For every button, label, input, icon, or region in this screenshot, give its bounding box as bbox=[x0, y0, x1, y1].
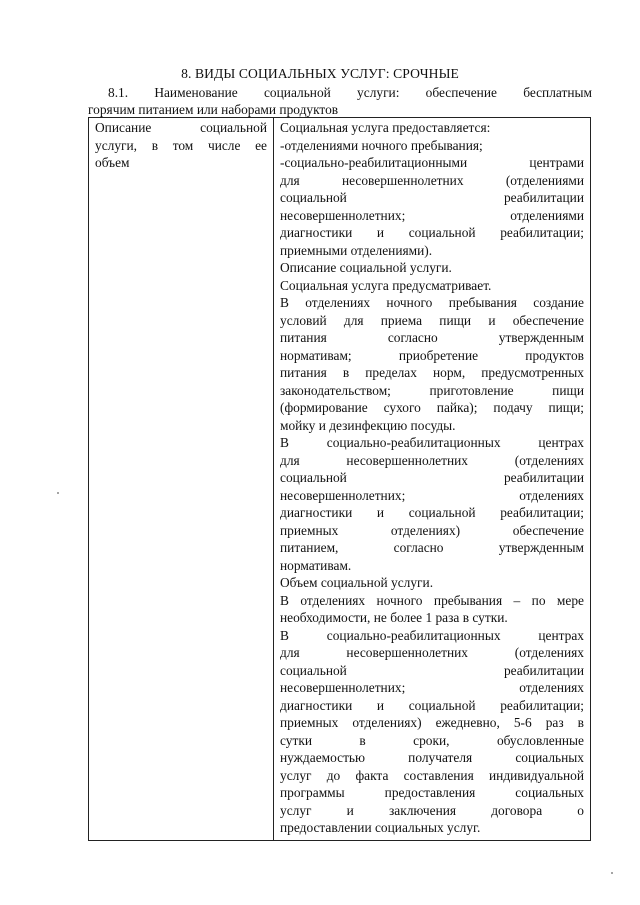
content-line: Объем социальной услуги. bbox=[280, 575, 434, 590]
section-title: 8. ВИДЫ СОЦИАЛЬНЫХ УСЛУГ: СРОЧНЫЕ bbox=[181, 66, 459, 81]
scan-speck bbox=[611, 872, 613, 874]
content-line: несовершеннолетних; отделениями bbox=[280, 207, 584, 223]
content-line: В отделениях ночного пребывания создание bbox=[280, 295, 584, 310]
scan-speck bbox=[57, 492, 59, 494]
row-label-cell bbox=[89, 118, 274, 841]
service-name-paragraph bbox=[88, 84, 592, 118]
table-row bbox=[89, 118, 591, 841]
content-line: нуждаемостью получателя социальных bbox=[280, 750, 584, 765]
content-line: программы предоставления социальных bbox=[280, 785, 584, 800]
service-name-line-2: горячим питанием или наборами продуктов bbox=[88, 102, 339, 117]
content-line: -отделениями ночного пребывания; bbox=[280, 137, 483, 153]
content-line: мойку и дезинфекцию посуды. bbox=[280, 417, 456, 433]
content-line: законодательством; приготовление пищи bbox=[280, 382, 584, 398]
content-line: сутки в сроки, обусловленные bbox=[280, 732, 584, 748]
content-line: для несовершеннолетних (отделениями bbox=[280, 172, 584, 188]
service-name-line-1: 8.1. Наименование социальной услуги: обеспечение бесплатным bbox=[108, 85, 592, 100]
content-line: Социальная услуга предоставляется: bbox=[280, 120, 491, 135]
content-line: для несовершеннолетних (отделениях bbox=[280, 452, 584, 468]
content-line: социальной реабилитации bbox=[280, 662, 584, 678]
content-line: несовершеннолетних; отделениях bbox=[280, 487, 584, 503]
content-line: приемными отделениями). bbox=[280, 242, 433, 258]
content-line: -социально-реабилитационными центрами bbox=[280, 155, 584, 170]
row-label-line: объем bbox=[95, 155, 130, 170]
content-line: диагностики и социальной реабилитации; bbox=[280, 697, 584, 713]
content-line: для несовершеннолетних (отделениях bbox=[280, 645, 584, 660]
content-line: питания согласно утвержденным bbox=[280, 330, 584, 345]
row-label-line: услуги, в том числе ее bbox=[95, 137, 267, 153]
content-line: (формирование сухого пайка); подачу пищи; bbox=[280, 400, 584, 415]
content-line: диагностики и социальной реабилитации; bbox=[280, 225, 584, 240]
content-line: несовершеннолетних; отделениях bbox=[280, 680, 584, 695]
content-line: услуг до факта составления индивидуальной bbox=[280, 767, 584, 783]
content-line: В социально-реабилитационных центрах bbox=[280, 435, 584, 450]
content-line: условий для приема пищи и обеспечение bbox=[280, 312, 584, 328]
content-line: услуг и заключения договора о bbox=[280, 802, 584, 818]
content-line: нормативам; приобретение продуктов bbox=[280, 347, 584, 363]
row-label-line: Описание социальной bbox=[95, 120, 267, 135]
content-line: социальной реабилитации bbox=[280, 190, 584, 205]
content-line: Описание социальной услуги. bbox=[280, 260, 452, 275]
content-line: В отделениях ночного пребывания – по мере bbox=[280, 592, 584, 608]
content-line: питанием, согласно утвержденным bbox=[280, 540, 584, 555]
service-description-table bbox=[88, 117, 591, 841]
content-line: социальной реабилитации bbox=[280, 470, 584, 485]
row-content-cell bbox=[274, 118, 591, 841]
content-line: нормативам. bbox=[280, 557, 352, 573]
content-line: питания в пределах норм, предусмотренных bbox=[280, 365, 584, 380]
content-line: приемных отделениях) ежедневно, 5-6 раз в bbox=[280, 715, 584, 730]
content-line: Социальная услуга предусматривает. bbox=[280, 277, 492, 293]
content-line: необходимости, не более 1 раза в сутки. bbox=[280, 610, 508, 625]
content-line: приемных отделениях) обеспечение bbox=[280, 522, 584, 538]
content-line: предоставлении социальных услуг. bbox=[280, 820, 481, 835]
content-line: диагностики и социальной реабилитации; bbox=[280, 505, 584, 520]
content-line: В социально-реабилитационных центрах bbox=[280, 627, 584, 643]
